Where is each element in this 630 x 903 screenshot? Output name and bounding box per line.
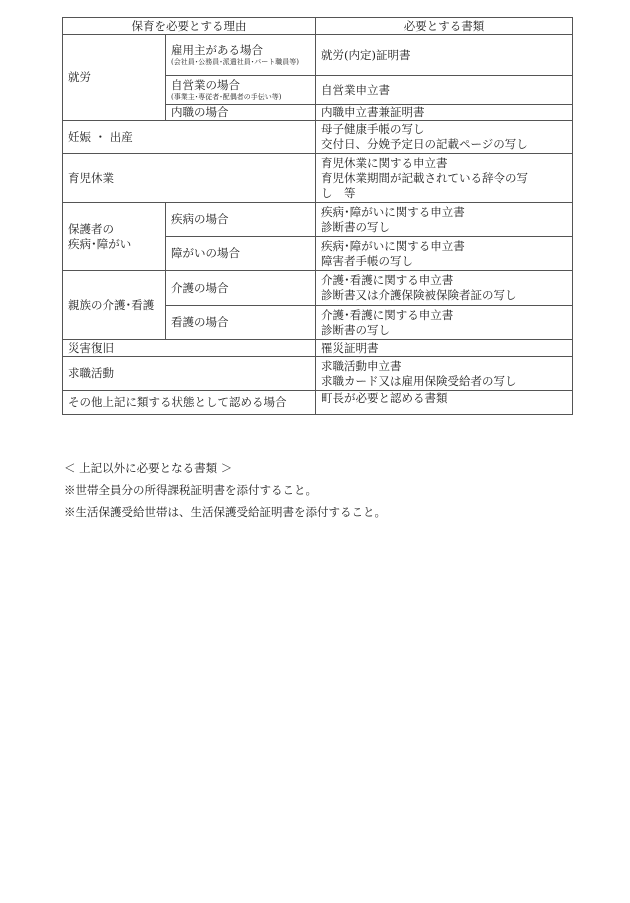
- reason-employed: [166, 35, 316, 76]
- doc-line: 母子健康手帳の写し: [321, 122, 425, 136]
- note-item: ※生活保護受給世帯は、生活保護受給証明書を添付すること。: [64, 505, 386, 519]
- required-documents-table: [62, 17, 573, 415]
- reason-employed-note: (会社員･公務員･派遣社員･パート職員等): [171, 58, 299, 66]
- doc-childcare-leave: [316, 154, 573, 203]
- reason-childcare-leave: 育児休業: [63, 154, 316, 203]
- reason-other: その他上記に類する状態として認める場合: [63, 391, 316, 415]
- doc-line: 求職活動申立書: [321, 358, 402, 373]
- doc-line: 障害者手帳の写し: [321, 253, 413, 268]
- doc-line: 求職カード又は雇用保険受給者の写し: [321, 373, 517, 388]
- doc-job-seeking: [316, 357, 573, 391]
- additional-documents-notes: [64, 457, 386, 523]
- doc-line: 診断書又は介護保険被保険者証の写し: [321, 288, 517, 302]
- reason-care: 介護の場合: [166, 271, 316, 306]
- doc-line: 育児休業期間が記載されている辞令の写: [321, 170, 528, 185]
- notes-heading: ＜ 上記以外に必要となる書類 ＞: [64, 461, 233, 475]
- doc-line: 育児休業に関する申立書: [321, 155, 448, 170]
- reason-illness: 疾病の場合: [166, 203, 316, 237]
- doc-line: 介護･看護に関する申立書: [321, 273, 454, 287]
- reason-employed-label: 雇用主がある場合: [171, 43, 263, 57]
- table-row: [63, 154, 573, 203]
- doc-line: 介護･看護に関する申立書: [321, 307, 454, 322]
- doc-employed: 就労(内定)証明書: [316, 35, 573, 76]
- reason-disability: 障がいの場合: [166, 237, 316, 271]
- header-reason: 保育を必要とする理由: [63, 18, 316, 35]
- doc-disaster: 罹災証明書: [316, 340, 573, 357]
- doc-line: 疾病･障がいに関する申立書: [321, 204, 465, 219]
- table-row: [63, 391, 573, 415]
- doc-care: [316, 271, 573, 306]
- doc-pregnancy: [316, 121, 573, 154]
- table-row: [63, 203, 573, 237]
- reason-line: 疾病･障がい: [68, 236, 132, 251]
- doc-line: 疾病･障がいに関する申立書: [321, 238, 465, 253]
- doc-nursing: [316, 306, 573, 340]
- table-row: [63, 35, 573, 76]
- doc-line: し 等: [321, 185, 356, 200]
- header-documents: 必要とする書類: [316, 18, 573, 35]
- doc-home-work: 内職申立書兼証明書: [316, 105, 573, 121]
- reason-disaster: 災害復旧: [63, 340, 316, 357]
- doc-other: 町長が必要と認める書類: [316, 391, 573, 415]
- reason-line: 保護者の: [68, 221, 114, 236]
- reason-guardian: [63, 203, 166, 271]
- reason-job-seeking: 求職活動: [63, 357, 316, 391]
- reason-nursing: 看護の場合: [166, 306, 316, 340]
- table-row: [63, 357, 573, 391]
- doc-line: 診断書の写し: [321, 219, 390, 234]
- doc-line: 診断書の写し: [321, 322, 390, 337]
- reason-self-note: (事業主･専従者･配偶者の手伝い等): [171, 93, 282, 101]
- table-row: [63, 271, 573, 306]
- reason-self-label: 自営業の場合: [171, 78, 240, 92]
- doc-self-employed: 自営業申立書: [316, 76, 573, 105]
- table-row: [63, 340, 573, 357]
- doc-disability: [316, 237, 573, 271]
- reason-home-work: 内職の場合: [166, 105, 316, 121]
- doc-illness: [316, 203, 573, 237]
- reason-relatives: 親族の介護･看護: [63, 271, 166, 340]
- reason-self-employed: [166, 76, 316, 105]
- table-header-row: [63, 18, 573, 35]
- table-row: [63, 121, 573, 154]
- doc-line: 交付日、分娩予定日の記載ページの写し: [321, 137, 528, 151]
- note-item: ※世帯全員分の所得課税証明書を添付すること。: [64, 483, 317, 497]
- reason-work: 就労: [63, 35, 166, 121]
- reason-pregnancy: 妊娠 ・ 出産: [63, 121, 316, 154]
